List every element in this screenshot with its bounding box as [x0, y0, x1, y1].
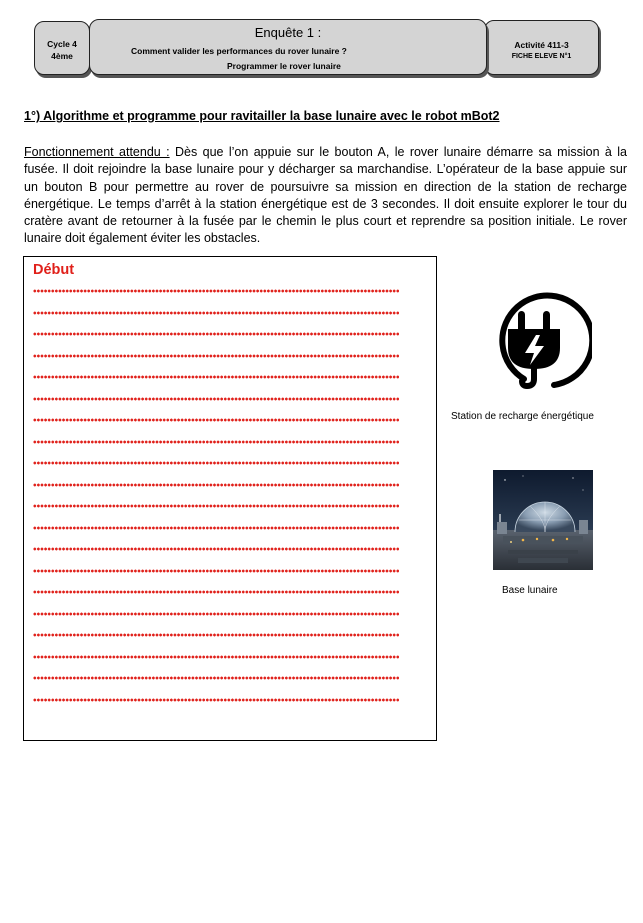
page-title: Enquête 1 : — [254, 25, 322, 40]
dotted-answer-line — [33, 439, 399, 445]
dotted-answer-line — [33, 697, 399, 703]
page-subtitle-question: Comment valider les performances du rover lunaire ? — [131, 46, 347, 56]
plug-caption: Station de recharge énergétique — [451, 411, 594, 422]
fiche-label: FICHE ELEVE N°1 — [511, 53, 572, 60]
level-label: 4ème — [51, 51, 73, 61]
dotted-answer-line — [33, 568, 399, 574]
cycle-label: Cycle 4 — [47, 39, 77, 49]
description-text: Dès que l’on appuie sur le bouton A, le rover lunaire démarre sa mission à la fusée. Il doit rejoindre la base lunaire pour y décharger sa marchandise. L’opérateur de la base appuie sur un bouton B pour permettre au rover de poursuivre sa mission en direction de la station de recharge énergétique. Le temps d’arrêt à la station énergétique est de 3 secondes. Il doit ensuite explorer le tour du cratère avant de retourner à la fusée par le chemin le plus court et reprendre sa position initiale. Le rover lunaire doit également éviter les obstacles. — [24, 145, 627, 246]
power-plug-icon — [484, 291, 592, 399]
dotted-answer-line — [33, 288, 399, 294]
dotted-answer-line — [33, 611, 399, 617]
dotted-answer-line — [33, 310, 399, 316]
base-caption: Base lunaire — [502, 585, 558, 596]
dotted-answer-line — [33, 353, 399, 359]
header-activity-box — [484, 20, 599, 75]
dotted-answer-line — [33, 632, 399, 638]
page-subtitle-task: Programmer le rover lunaire — [227, 61, 341, 71]
description-label: Fonctionnement attendu : — [24, 145, 170, 159]
dotted-answer-line — [33, 525, 399, 531]
dotted-answer-line — [33, 503, 399, 509]
dotted-answer-line — [33, 482, 399, 488]
dotted-answer-line — [33, 417, 399, 423]
section-title: 1°) Algorithme et programme pour ravitailler la base lunaire avec le robot mBot2 — [24, 109, 500, 123]
dotted-answer-line — [33, 654, 399, 660]
dotted-answer-line — [33, 589, 399, 595]
dotted-answer-lines — [33, 288, 399, 718]
dotted-answer-line — [33, 396, 399, 402]
lunar-base-image — [493, 470, 593, 570]
description-paragraph — [24, 144, 627, 248]
dotted-answer-line — [33, 374, 399, 380]
header-title-box — [89, 19, 487, 75]
algorithm-start-label: Début — [33, 262, 75, 278]
dotted-answer-line — [33, 675, 399, 681]
activity-label: Activité 411-3 — [514, 40, 569, 50]
dotted-answer-line — [33, 460, 399, 466]
dotted-answer-line — [33, 546, 399, 552]
header-cycle-box — [34, 21, 90, 75]
dotted-answer-line — [33, 331, 399, 337]
algorithm-answer-box[interactable] — [23, 256, 437, 741]
